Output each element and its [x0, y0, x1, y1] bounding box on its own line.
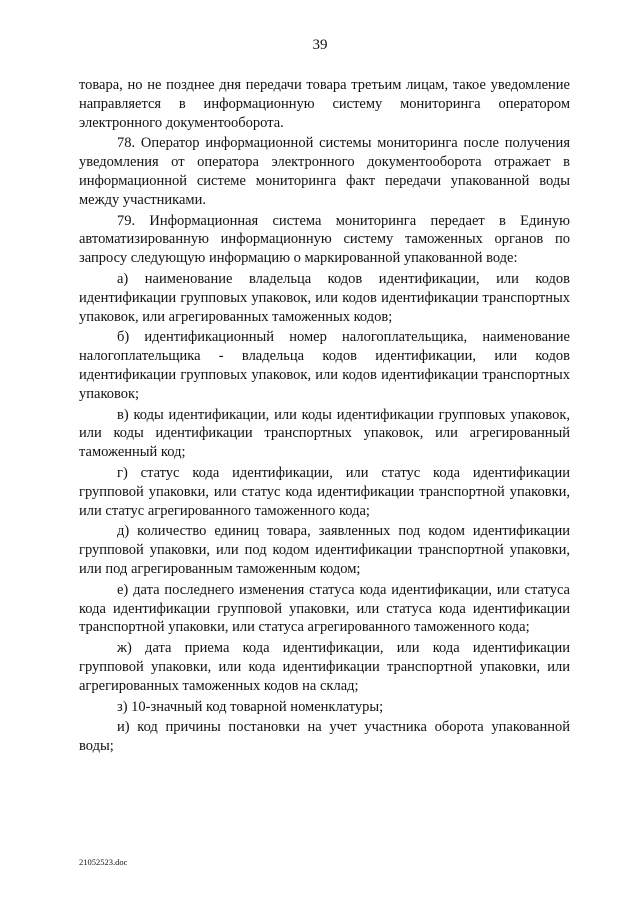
- list-item-zh: ж) дата приема кода идентификации, или кода идентификации групповой упаковки, или кода идентификации транспортной упаковки, или агрегированных таможенных кодов на склад;: [79, 640, 570, 694]
- document-body: [79, 76, 570, 758]
- page-number: 39: [312, 37, 328, 53]
- list-item-d: д) количество единиц товара, заявленных под кодом идентификации групповой упаковки, или под кодом идентификации транспортной упаковки, или под агрегированным таможенным кодом;: [79, 523, 570, 577]
- list-item-b: б) идентификационный номер налогоплательщика, наименование налогоплательщика - владельца кодов идентификации, или кодов идентификации групповых упаковок, или кодов идентификации транспортных упаковок;: [79, 329, 570, 402]
- paragraph-78: 78. Оператор информационной системы мониторинга после получения уведомления от оператора электронного документооборота отражает в информационной системе мониторинга факт передачи упакованной воды между участниками.: [79, 135, 570, 208]
- list-item-a: а) наименование владельца кодов идентификации, или кодов идентификации групповых упаковок, или кодов идентификации транспортных упаковок, или агрегированных таможенных кодов;: [79, 270, 570, 325]
- footer-document-code: 21052523.doc: [79, 857, 128, 867]
- paragraph-continuation: товара, но не позднее дня передачи товара третьим лицам, такое уведомление направляется в информационную систему мониторинга оператором электронного документооборота.: [79, 77, 570, 131]
- list-item-e: е) дата последнего изменения статуса кода идентификации, или статуса кода идентификации групповой упаковки, или статуса кода идентификации транспортной упаковки, или статуса агрегированного таможенного кода;: [79, 581, 570, 636]
- list-item-g: г) статус кода идентификации, или статус кода идентификации групповой упаковки, или статус кода идентификации транспортной упаковки, или статус агрегированного таможенного кода;: [79, 464, 570, 519]
- list-item-i: и) код причины постановки на учет участника оборота упакованной воды;: [79, 719, 570, 755]
- list-item-z: з) 10-значный код товарной номенклатуры;: [117, 698, 384, 715]
- paragraph-79: 79. Информационная система мониторинга передает в Единую автоматизированную информационную систему таможенных органов по запросу следующую информацию о маркированной упакованной воде:: [79, 212, 570, 267]
- list-item-v: в) коды идентификации, или коды идентификации групповых упаковок, или коды идентификации транспортных упаковок, или агрегированный таможенный код;: [79, 406, 570, 461]
